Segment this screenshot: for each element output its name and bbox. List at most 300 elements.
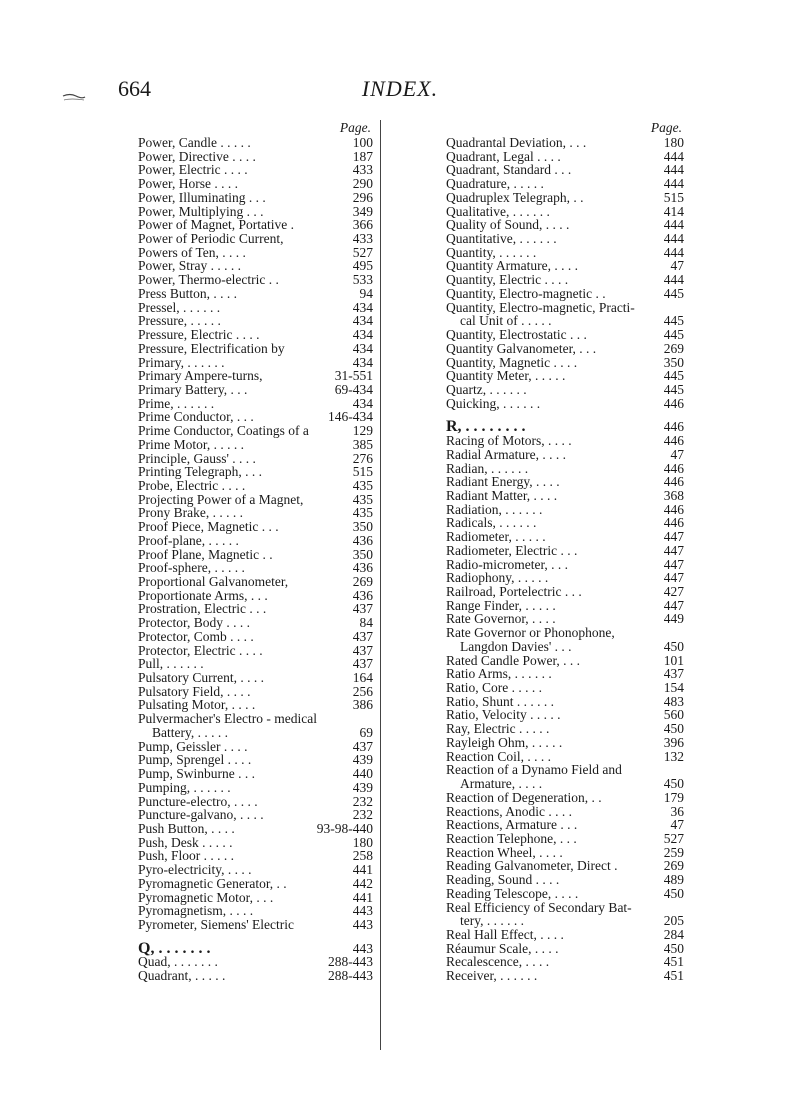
entry-term: Radiometer, Electric . . . (446, 542, 578, 558)
entry-term: Pulsating Motor, . . . . (138, 697, 256, 713)
entry-term: Quadrant, . . . . . (138, 968, 226, 984)
entry-term: Prostration, Electric . . . (138, 601, 267, 617)
entry-term: Pressure, . . . . . (138, 313, 221, 329)
entry-term: Radiophony, . . . . . (446, 570, 549, 586)
index-entry (138, 548, 373, 562)
entry-page-number: 527 (663, 830, 684, 846)
entry-page-number: 446 (663, 395, 684, 411)
entry-term: Pump, Swinburne . . . (138, 766, 256, 782)
index-entry (446, 420, 684, 434)
index-entry (138, 328, 373, 342)
index-entry (446, 832, 684, 846)
entry-page-number: 259 (663, 844, 684, 860)
index-entry (138, 232, 373, 246)
index-entry (138, 602, 373, 616)
index-entry (138, 369, 373, 383)
index-entry (446, 150, 684, 164)
index-entry (446, 397, 684, 411)
entry-page-number: 441 (352, 862, 373, 878)
entry-term: Quartz, . . . . . . (446, 381, 527, 397)
entry-term: Railroad, Portelectric . . . (446, 584, 582, 599)
entry-term: Reaction Coil, . . . . (446, 748, 551, 764)
index-entry (446, 558, 684, 572)
index-entry (138, 877, 373, 891)
entry-page-number: 446 (663, 515, 684, 531)
entry-page-number: 434 (352, 395, 373, 411)
entry-term: Pyrometer, Siemens' Electric (138, 916, 294, 932)
entry-list (446, 136, 684, 983)
entry-term: tery, . . . . . . (460, 913, 524, 929)
entry-term: Power, Directive . . . . (138, 148, 256, 164)
index-entry (446, 846, 684, 860)
page-number: 664 (118, 76, 151, 101)
entry-term: Power, Electric . . . . (138, 162, 248, 178)
entry-term: Real Hall Effect, . . . . (446, 926, 564, 942)
index-entry (446, 342, 684, 356)
entry-page-number: 386 (352, 697, 373, 713)
entry-term: Principle, Gauss' . . . . (138, 450, 256, 466)
index-entry (138, 465, 373, 479)
entry-page-number: 180 (352, 834, 373, 850)
entry-term: Quadruplex Telegraph, . . (446, 189, 584, 205)
index-entry (138, 918, 373, 932)
index-entry (138, 561, 373, 575)
entry-term: Pressure, Electrification by (138, 340, 285, 356)
index-entry (138, 795, 373, 809)
index-entry (138, 671, 373, 685)
index-entry (446, 887, 684, 901)
index-entry (138, 520, 373, 534)
entry-term: Ratio, Shunt . . . . . . (446, 693, 555, 709)
index-entry (446, 571, 684, 585)
entry-term: Quantity, Electro-magnetic . . (446, 285, 606, 301)
entry-term: Printing Telegraph, . . . (138, 464, 263, 480)
entry-term: Protector, Comb . . . . (138, 628, 254, 644)
entry-page-number: 446 (663, 460, 684, 476)
entry-term: Prime Motor, . . . . . (138, 436, 244, 452)
index-entry (138, 314, 373, 328)
entry-term: Range Finder, . . . . . (446, 597, 556, 613)
entry-term: Power, Multiplying . . . (138, 203, 264, 219)
entry-page-number: 447 (663, 529, 684, 545)
column-divider (380, 120, 381, 1050)
entry-term: R, . . . . . . . . (446, 418, 526, 436)
index-entry (138, 849, 373, 863)
entry-page-number: 445 (663, 368, 684, 384)
entry-page-number: 433 (352, 162, 373, 178)
index-entry (446, 681, 684, 695)
index-entry (446, 873, 684, 887)
entry-term: Pressel, . . . . . . (138, 299, 221, 315)
index-entry (138, 246, 373, 260)
index-entry (138, 191, 373, 205)
entry-term: Reaction Wheel, . . . . (446, 844, 563, 860)
entry-term: Puncture-electro, . . . . (138, 793, 258, 809)
entry-page-number: 444 (663, 148, 684, 164)
entry-page-number: 368 (663, 487, 684, 503)
index-entry (138, 939, 373, 957)
entry-page-number: 443 (352, 916, 373, 932)
entry-page-number: 154 (663, 680, 684, 696)
index-entry (446, 136, 684, 150)
entry-term: Receiver, . . . . . . (446, 968, 538, 984)
entry-term: Pyromagnetism, . . . . (138, 903, 254, 919)
entry-page-number: 269 (352, 574, 373, 589)
entry-page-number: 445 (663, 327, 684, 343)
entry-term: Quantity, Electric . . . . (446, 272, 569, 288)
index-entry (446, 859, 684, 873)
entry-page-number: 427 (663, 584, 684, 599)
index-entry (446, 750, 684, 764)
index-entry (446, 287, 684, 301)
entry-page-number: 47 (670, 258, 684, 274)
entry-page-number: 447 (663, 542, 684, 558)
entry-page-number: 444 (663, 272, 684, 288)
entry-term: Quantity, . . . . . . (446, 244, 537, 260)
entry-page-number: 440 (352, 766, 373, 782)
entry-term: Quantity Galvanometer, . . . (446, 340, 597, 356)
entry-term: Probe, Electric . . . . (138, 477, 246, 493)
entry-page-number: 437 (352, 738, 373, 754)
index-entry (138, 205, 373, 219)
entry-term: Power, Thermo-electric . . (138, 272, 279, 288)
entry-page-number: 436 (352, 587, 373, 603)
index-entry (446, 448, 684, 462)
entry-page-number: 443 (352, 903, 373, 919)
entry-term: Radiation, . . . . . . (446, 501, 543, 517)
entry-term: Reactions, Armature . . . (446, 817, 578, 833)
entry-page-number: 366 (352, 217, 373, 233)
entry-page-number: 434 (352, 299, 373, 315)
entry-page-number: 100 (352, 135, 373, 150)
index-entry (138, 452, 373, 466)
entry-page-number: 439 (352, 779, 373, 795)
entry-term: Primary Ampere-turns, (138, 368, 263, 384)
index-entry (138, 753, 373, 767)
index-entry (138, 273, 373, 287)
entry-term: Pulsatory Field, . . . . (138, 683, 251, 699)
index-entry (446, 654, 684, 668)
entry-page-number: 495 (352, 258, 373, 274)
index-entry (138, 177, 373, 191)
index-entry (138, 698, 373, 712)
entry-term: Power, Illuminating . . . (138, 189, 266, 205)
entry-term: Prony Brake, . . . . . (138, 505, 243, 521)
entry-page-number: 447 (663, 556, 684, 572)
entry-term: Prime Conductor, . . . (138, 409, 254, 425)
entry-page-number: 483 (663, 693, 684, 709)
entry-page-number: 232 (352, 807, 373, 823)
index-entry (446, 708, 684, 722)
index-entry (446, 722, 684, 736)
entry-term: Reading, Sound . . . . (446, 872, 560, 888)
entry-term: Racing of Motors, . . . . (446, 433, 572, 449)
entry-term: Power of Magnet, Portative . (138, 217, 294, 233)
index-entry (446, 273, 684, 287)
entry-page-number: 256 (352, 683, 373, 699)
page-column-label: Page. (650, 120, 682, 135)
index-column-left (138, 120, 373, 983)
entry-page-number: 445 (663, 285, 684, 301)
entry-page-number: 435 (352, 477, 373, 493)
index-entry (446, 695, 684, 709)
index-entry (446, 163, 684, 177)
entry-term: Prime Conductor, Coatings of a (138, 423, 309, 439)
entry-term: Reactions, Anodic . . . . (446, 803, 572, 819)
entry-term: Proportional Galvanometer, (138, 574, 289, 589)
entry-page-number: 396 (663, 734, 684, 750)
entry-page-number: 414 (663, 203, 684, 219)
index-entry (446, 356, 684, 370)
entry-page-number: 445 (663, 381, 684, 397)
entry-term: Quadrant, Standard . . . (446, 162, 572, 178)
index-entry (138, 397, 373, 411)
entry-term: Pyromagnetic Motor, . . . (138, 889, 274, 905)
entry-page-number: 434 (352, 313, 373, 329)
entry-page-number: 258 (352, 848, 373, 864)
entry-term: Power, Horse . . . . (138, 176, 238, 192)
entry-term: Push, Floor . . . . . (138, 848, 235, 864)
entry-term: Reading Telescope, . . . . (446, 885, 579, 901)
entry-page-number: 445 (663, 313, 684, 329)
entry-page-number: 47 (670, 817, 684, 833)
index-entry (446, 585, 684, 599)
entry-term: Ratio, Velocity . . . . . (446, 707, 561, 723)
index-entry (446, 626, 684, 640)
entry-term: Pyromagnetic Generator, . . (138, 875, 287, 891)
index-entry (138, 969, 373, 983)
entry-term: Reaction of a Dynamo Field and (446, 762, 622, 778)
index-entry (446, 462, 684, 476)
index-entry (138, 740, 373, 754)
index-entry (138, 136, 373, 150)
index-entry (138, 726, 373, 740)
entry-term: Recalescence, . . . . (446, 954, 550, 970)
entry-page-number: 434 (352, 354, 373, 370)
index-entry (446, 314, 684, 328)
entry-page-number: 437 (352, 601, 373, 617)
entry-term: Reading Galvanometer, Direct . (446, 858, 618, 874)
entry-page-number: 36 (670, 803, 684, 819)
entry-page-number: 269 (663, 858, 684, 874)
entry-page-number: 444 (663, 217, 684, 233)
index-entry (138, 644, 373, 658)
index-entry (138, 904, 373, 918)
entry-list (138, 136, 373, 983)
index-entry (446, 805, 684, 819)
entry-term: Proof-sphere, . . . . . (138, 560, 245, 576)
entry-page-number: 94 (359, 285, 373, 301)
entry-term: Press Button, . . . . (138, 285, 238, 301)
entry-page-number: 129 (352, 423, 373, 439)
entry-page-number: 435 (352, 505, 373, 521)
index-entry (446, 232, 684, 246)
entry-term: Pulvermacher's Electro - medical (138, 711, 317, 727)
entry-term: Quantity Armature, . . . . (446, 258, 578, 274)
entry-page-number: 450 (663, 776, 684, 792)
index-entry (138, 163, 373, 177)
entry-term: Radian, . . . . . . (446, 460, 529, 476)
entry-page-number: 451 (663, 968, 684, 984)
entry-term: Proof-plane, . . . . . (138, 532, 239, 548)
entry-page-number: 288-443 (328, 954, 373, 970)
entry-page-number: 84 (359, 615, 373, 631)
index-entry (138, 822, 373, 836)
index-entry (446, 489, 684, 503)
index-entry (446, 791, 684, 805)
index-entry (446, 736, 684, 750)
index-entry (446, 818, 684, 832)
entry-term: Rate Governor, . . . . (446, 611, 556, 627)
entry-term: Quadrant, Legal . . . . (446, 148, 561, 164)
page-title: INDEX. (361, 76, 439, 101)
index-entry (446, 205, 684, 219)
entry-term: Power, Stray . . . . . (138, 258, 241, 274)
entry-page-number: 290 (352, 176, 373, 192)
index-entry (138, 712, 373, 726)
index-entry (446, 191, 684, 205)
entry-page-number: 515 (663, 189, 684, 205)
entry-page-number: 164 (352, 670, 373, 686)
entry-term: Radio-micrometer, . . . (446, 556, 569, 572)
index-entry (138, 781, 373, 795)
entry-term: Pulsatory Current, . . . . (138, 670, 264, 686)
index-entry (138, 493, 373, 507)
index-entry (138, 150, 373, 164)
index-entry (138, 589, 373, 603)
entry-page-number: 31-551 (334, 368, 373, 384)
entry-term: Rated Candle Power, . . . (446, 652, 581, 668)
entry-term: Primary, . . . . . . (138, 354, 225, 370)
entry-term: Puncture-galvano, . . . . (138, 807, 264, 823)
entry-term: Quantity, Electro-magnetic, Practi- (446, 299, 635, 315)
entry-term: Quadrantal Deviation, . . . (446, 135, 587, 150)
entry-page-number: 447 (663, 597, 684, 613)
entry-page-number: 437 (352, 656, 373, 672)
entry-page-number: 436 (352, 532, 373, 548)
entry-term: Pressure, Electric . . . . (138, 327, 260, 343)
index-entry (138, 342, 373, 356)
index-entry (446, 383, 684, 397)
entry-term: Reaction Telephone, . . . (446, 830, 577, 846)
entry-page-number: 489 (663, 872, 684, 888)
index-entry (446, 177, 684, 191)
entry-term: Quantity Meter, . . . . . (446, 368, 566, 384)
index-entry (446, 218, 684, 232)
index-entry (138, 891, 373, 905)
index-entry (446, 530, 684, 544)
index-entry (446, 942, 684, 956)
index-entry (138, 479, 373, 493)
entry-term: Radiometer, . . . . . (446, 529, 546, 545)
index-entry (138, 218, 373, 232)
index-entry (446, 246, 684, 260)
entry-page-number: 446 (663, 474, 684, 490)
entry-term: Rayleigh Ohm, . . . . . (446, 734, 563, 750)
entry-page-number: 450 (663, 940, 684, 956)
entry-page-number: 284 (663, 926, 684, 942)
entry-page-number: 47 (670, 446, 684, 462)
entry-term: Radial Armature, . . . . (446, 446, 566, 462)
page-header (0, 76, 800, 106)
index-entry (138, 383, 373, 397)
index-entry (446, 640, 684, 654)
index-entry (446, 914, 684, 928)
entry-page-number: 441 (352, 889, 373, 905)
entry-term: Pump, Geissler . . . . (138, 738, 248, 754)
index-entry (446, 612, 684, 626)
entry-page-number: 450 (663, 885, 684, 901)
entry-term: Quantity, Magnetic . . . . (446, 354, 578, 370)
entry-term: Rate Governor or Phonophone, (446, 625, 615, 641)
entry-page-number: 437 (352, 628, 373, 644)
entry-term: Q, . . . . . . . (138, 939, 211, 957)
entry-term: Ratio Arms, . . . . . . (446, 666, 552, 682)
entry-page-number: 101 (663, 652, 684, 668)
entry-term: Push, Desk . . . . . (138, 834, 233, 850)
index-entry (446, 777, 684, 791)
entry-term: Pull, . . . . . . (138, 656, 204, 672)
index-entry (446, 434, 684, 448)
index-entry (446, 516, 684, 530)
page-column-label: Page. (339, 120, 371, 135)
entry-term: Powers of Ten, . . . . (138, 244, 246, 260)
entry-page-number: 444 (663, 231, 684, 247)
index-entry (138, 410, 373, 424)
index-entry (138, 287, 373, 301)
index-entry (446, 599, 684, 613)
index-entry (138, 301, 373, 315)
entry-term: Armature, . . . . (460, 776, 543, 792)
entry-page-number: 515 (352, 464, 373, 480)
entry-page-number: 179 (663, 789, 684, 805)
entry-page-number: 443 (352, 940, 373, 956)
entry-term: Ratio, Core . . . . . (446, 680, 542, 696)
entry-page-number: 447 (663, 570, 684, 586)
entry-page-number: 433 (352, 231, 373, 247)
entry-term: Pumping, . . . . . . (138, 779, 231, 795)
index-entry (138, 438, 373, 452)
index-entry (138, 863, 373, 877)
entry-term: Power, Candle . . . . . (138, 135, 251, 150)
index-entry (138, 836, 373, 850)
entry-term: Protector, Body . . . . (138, 615, 250, 631)
entry-page-number: 350 (352, 519, 373, 535)
entry-page-number: 205 (663, 913, 684, 929)
entry-page-number: 187 (352, 148, 373, 164)
index-entry (446, 328, 684, 342)
entry-term: Quality of Sound, . . . . (446, 217, 570, 233)
entry-page-number: 436 (352, 560, 373, 576)
entry-page-number: 439 (352, 752, 373, 768)
entry-page-number: 442 (352, 875, 373, 891)
index-entry (138, 575, 373, 589)
entry-page-number: 450 (663, 638, 684, 654)
index-entry (138, 657, 373, 671)
entry-page-number: 232 (352, 793, 373, 809)
entry-term: Ray, Electric . . . . . (446, 721, 550, 737)
index-entry (138, 685, 373, 699)
entry-term: Langdon Davies' . . . (460, 638, 572, 654)
index-entry (138, 424, 373, 438)
entry-page-number: 446 (663, 433, 684, 449)
entry-page-number: 449 (663, 611, 684, 627)
index-entry (138, 616, 373, 630)
index-entry (138, 506, 373, 520)
entry-page-number: 533 (352, 272, 373, 288)
entry-page-number: 69-434 (334, 381, 373, 397)
entry-page-number: 446 (663, 419, 684, 435)
